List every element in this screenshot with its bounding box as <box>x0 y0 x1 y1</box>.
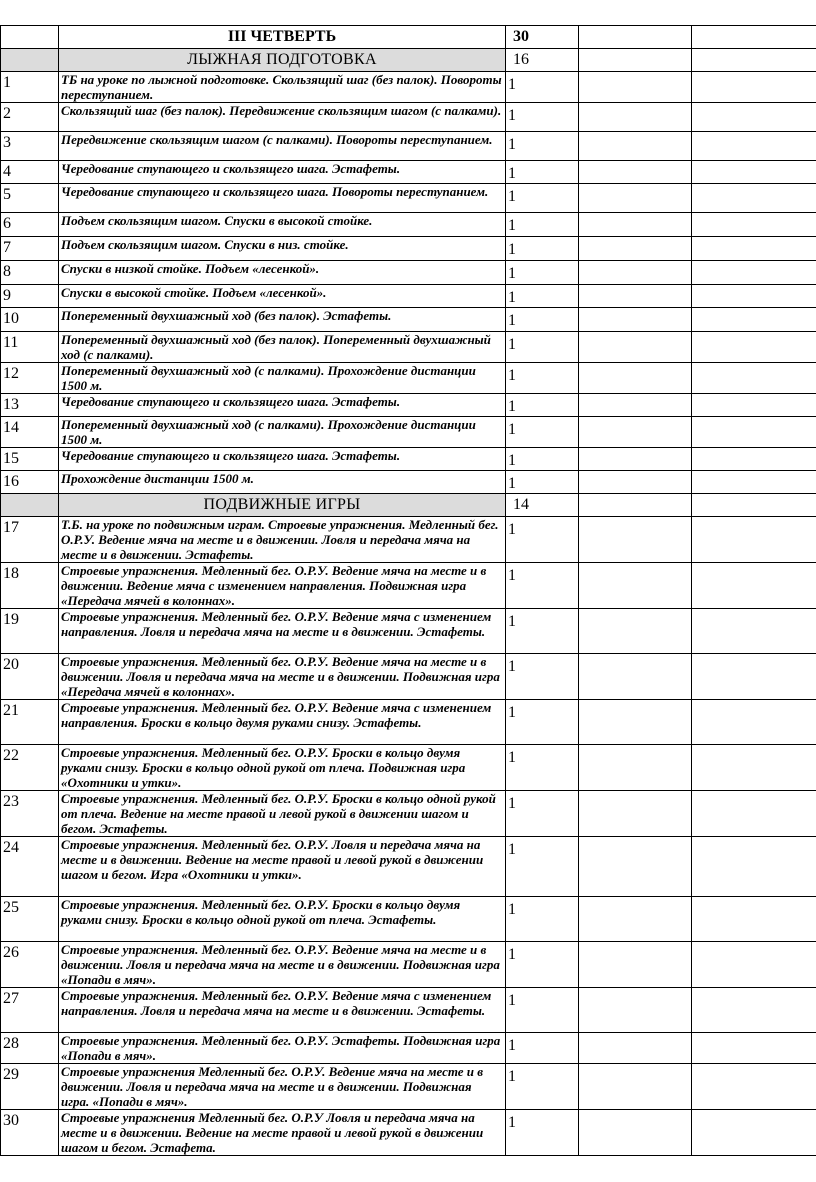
lesson-number-cell <box>1 448 59 471</box>
lesson-row <box>1 1110 816 1156</box>
quarter-header-row <box>1 26 816 49</box>
lesson-number-cell <box>1 103 59 132</box>
lesson-hours: 1 <box>508 658 516 675</box>
lesson-topic: Попеременный двухшажный ход (без палок). Эстафеты. <box>59 308 506 332</box>
lesson-row <box>1 448 816 471</box>
lesson-number-cell <box>1 72 59 103</box>
lesson-hours: 1 <box>508 312 516 329</box>
lesson-topic: Прохождение дистанции 1500 м. <box>59 471 506 494</box>
lesson-hours-cell <box>506 1064 579 1110</box>
empty-cell <box>692 494 816 517</box>
quarter-hours: 30 <box>506 26 579 49</box>
lesson-topic: Строевые упражнения. Медленный бег. О.Р.У. Ведение мяча на месте и в движении. Ведение мяча с изменением направления. Подвижная игра «Передача мячей в колоннах». <box>59 563 506 609</box>
lesson-topic: Подъем скользящим шагом. Спуски в низ. стойке. <box>59 237 506 261</box>
lesson-row <box>1 72 816 103</box>
lesson-hours: 1 <box>508 749 516 766</box>
lesson-hours: 1 <box>508 1114 516 1131</box>
lesson-topic: Строевые упражнения. Медленный бег. О.Р.У. Ведение мяча на месте и в движении. Ловля и передача мяча на месте и в движении. Подвижная игра «Передача мячей в колоннах». <box>59 654 506 700</box>
lesson-row <box>1 837 816 897</box>
lesson-number: 10 <box>3 310 19 327</box>
lesson-topic: Подъем скользящим шагом. Спуски в высокой стойке. <box>59 213 506 237</box>
lesson-hours-cell <box>506 654 579 700</box>
empty-cell <box>692 132 816 161</box>
empty-cell <box>692 988 816 1033</box>
empty-cell <box>579 26 692 49</box>
lesson-number: 23 <box>3 793 19 810</box>
lesson-number-cell <box>1 563 59 609</box>
lesson-hours-cell <box>506 563 579 609</box>
lesson-hours-cell <box>506 517 579 563</box>
lesson-number-cell <box>1 213 59 237</box>
lesson-row <box>1 988 816 1033</box>
lesson-hours-cell <box>506 103 579 132</box>
empty-cell <box>692 609 816 654</box>
lesson-number-cell <box>1 285 59 308</box>
lesson-row <box>1 132 816 161</box>
lesson-number: 22 <box>3 747 19 764</box>
lesson-hours: 1 <box>508 217 516 234</box>
empty-cell <box>692 517 816 563</box>
lesson-number: 14 <box>3 419 19 436</box>
lesson-number: 4 <box>3 163 11 180</box>
lesson-number-cell <box>1 363 59 394</box>
lesson-topic: Строевые упражнения Медленный бег. О.Р.У Ловля и передача мяча на месте и в движении. Ведение на месте правой и левой рукой в движении шагом и бегом. Эстафета. <box>59 1110 506 1156</box>
lesson-topic: Попеременный двухшажный ход (с палками). Прохождение дистанции 1500 м. <box>59 363 506 394</box>
lesson-topic: Попеременный двухшажный ход (с палками). Прохождение дистанции 1500 м. <box>59 417 506 448</box>
lesson-number: 11 <box>3 334 19 351</box>
lesson-number: 19 <box>3 611 19 628</box>
lesson-hours: 1 <box>508 265 516 282</box>
lesson-row <box>1 897 816 942</box>
lesson-number: 2 <box>3 105 11 122</box>
empty-cell <box>692 417 816 448</box>
lesson-hours-cell <box>506 184 579 213</box>
lesson-hours-cell <box>506 609 579 654</box>
lesson-number: 15 <box>3 450 19 467</box>
lesson-hours-cell <box>506 72 579 103</box>
lesson-number: 8 <box>3 263 11 280</box>
lesson-hours-cell <box>506 1033 579 1064</box>
lesson-hours-cell <box>506 837 579 897</box>
lesson-topic: Строевые упражнения. Медленный бег. О.Р.У. Ловля и передача мяча на месте и в движении. Ведение на месте правой и левой рукой в движении шагом и бегом. Игра «Охотники и утки». <box>59 837 506 897</box>
lesson-number-cell <box>1 161 59 184</box>
empty-cell <box>579 654 692 700</box>
empty-cell <box>579 103 692 132</box>
lesson-number: 1 <box>3 74 11 91</box>
lesson-topic: Строевые упражнения. Медленный бег. О.Р.У. Ведение мяча с изменением направления. Ловля и передача мяча на месте и в движении. Эстафеты. <box>59 609 506 654</box>
lesson-number: 7 <box>3 239 11 256</box>
lesson-hours-cell <box>506 988 579 1033</box>
lesson-hours: 1 <box>508 421 516 438</box>
lesson-number-cell <box>1 471 59 494</box>
lesson-number-cell <box>1 1064 59 1110</box>
lesson-hours-cell <box>506 213 579 237</box>
lesson-row <box>1 1033 816 1064</box>
lesson-row <box>1 161 816 184</box>
lesson-number-cell <box>1 942 59 988</box>
empty-cell <box>692 49 816 72</box>
lesson-hours-cell <box>506 285 579 308</box>
lesson-hours-cell <box>506 897 579 942</box>
lesson-hours: 1 <box>508 136 516 153</box>
lesson-number-cell <box>1 132 59 161</box>
lesson-topic: Строевые упражнения. Медленный бег. О.Р.У. Броски в кольцо двумя руками снизу. Броски в кольцо одной рукой от плеча. Подвижная игра «Охотники и утки». <box>59 745 506 791</box>
lesson-number: 16 <box>3 473 19 490</box>
lesson-number-cell <box>1 184 59 213</box>
lesson-row <box>1 261 816 285</box>
empty-cell <box>579 417 692 448</box>
empty-cell <box>692 471 816 494</box>
empty-cell <box>692 837 816 897</box>
lesson-hours: 1 <box>508 188 516 205</box>
lesson-hours-cell <box>506 237 579 261</box>
empty-cell <box>692 184 816 213</box>
empty-cell <box>692 1064 816 1110</box>
lesson-topic: Передвижение скользящим шагом (с палками). Повороты переступанием. <box>59 132 506 161</box>
empty-cell <box>579 132 692 161</box>
lesson-number-cell <box>1 332 59 363</box>
lesson-hours-cell <box>506 261 579 285</box>
lesson-row <box>1 517 816 563</box>
lesson-row <box>1 237 816 261</box>
empty-cell <box>579 471 692 494</box>
lesson-number: 18 <box>3 565 19 582</box>
lesson-row <box>1 213 816 237</box>
empty-cell <box>692 897 816 942</box>
lesson-hours: 1 <box>508 107 516 124</box>
lesson-row <box>1 417 816 448</box>
lesson-hours-cell <box>506 700 579 745</box>
lesson-number: 9 <box>3 287 11 304</box>
empty-cell <box>579 609 692 654</box>
section-title: ПОДВИЖНЫЕ ИГРЫ <box>59 494 506 517</box>
empty-cell <box>579 308 692 332</box>
empty-cell <box>579 72 692 103</box>
lesson-number: 3 <box>3 134 11 151</box>
lesson-number-cell <box>1 654 59 700</box>
lesson-topic: Попеременный двухшажный ход (без палок). Попеременный двухшажный ход (с палками). <box>59 332 506 363</box>
empty-cell <box>579 363 692 394</box>
lesson-topic: Чередование ступающего и скользящего шага. Эстафеты. <box>59 161 506 184</box>
lesson-number: 20 <box>3 656 19 673</box>
empty-cell <box>579 448 692 471</box>
lesson-number-cell <box>1 417 59 448</box>
empty-cell <box>579 494 692 517</box>
lesson-hours: 1 <box>508 1068 516 1085</box>
lesson-topic: Строевые упражнения. Медленный бег. О.Р.У. Броски в кольцо двумя руками снизу. Броски в кольцо одной рукой от плеча. Эстафеты. <box>59 897 506 942</box>
lesson-hours-cell <box>506 471 579 494</box>
empty-cell <box>692 72 816 103</box>
quarter-title: III ЧЕТВЕРТЬ <box>59 26 506 49</box>
empty-cell <box>579 285 692 308</box>
lesson-hours: 1 <box>508 704 516 721</box>
lesson-number-cell <box>1 1110 59 1156</box>
empty-cell <box>579 700 692 745</box>
lesson-number-cell <box>1 237 59 261</box>
lesson-row <box>1 332 816 363</box>
lesson-topic: Чередование ступающего и скользящего шага. Эстафеты. <box>59 394 506 417</box>
lesson-row <box>1 394 816 417</box>
lesson-row <box>1 285 816 308</box>
lesson-hours: 1 <box>508 567 516 584</box>
lesson-number-cell <box>1 700 59 745</box>
lesson-row <box>1 654 816 700</box>
lesson-number: 30 <box>3 1112 19 1129</box>
empty-cell <box>579 837 692 897</box>
section-hours: 16 <box>506 49 579 72</box>
lesson-row <box>1 942 816 988</box>
lesson-hours: 1 <box>508 76 516 93</box>
empty-cell <box>692 213 816 237</box>
lesson-hours-cell <box>506 448 579 471</box>
lesson-topic: Строевые упражнения. Медленный бег. О.Р.У. Броски в кольцо одной рукой от плеча. Ведение на месте правой и левой рукой в движении шагом и бегом. Эстафеты. <box>59 791 506 837</box>
lesson-number: 24 <box>3 839 19 856</box>
lesson-hours-cell <box>506 363 579 394</box>
lesson-hours: 1 <box>508 946 516 963</box>
lesson-row <box>1 700 816 745</box>
lesson-number-cell <box>1 261 59 285</box>
lesson-hours: 1 <box>508 336 516 353</box>
lesson-number-cell <box>1 791 59 837</box>
empty-cell <box>692 745 816 791</box>
lesson-number: 13 <box>3 396 19 413</box>
lesson-row <box>1 563 816 609</box>
section-title: ЛЫЖНАЯ ПОДГОТОВКА <box>59 49 506 72</box>
lesson-hours: 1 <box>508 398 516 415</box>
section-number-cell <box>1 494 59 517</box>
lesson-hours: 1 <box>508 795 516 812</box>
empty-cell <box>692 261 816 285</box>
lesson-hours: 1 <box>508 475 516 492</box>
section-header-row <box>1 49 816 72</box>
lesson-row <box>1 184 816 213</box>
empty-cell <box>579 49 692 72</box>
empty-cell <box>579 213 692 237</box>
lesson-number: 21 <box>3 702 19 719</box>
lesson-number-cell <box>1 308 59 332</box>
lesson-number: 29 <box>3 1066 19 1083</box>
lesson-row <box>1 103 816 132</box>
empty-cell <box>692 363 816 394</box>
lesson-hours: 1 <box>508 992 516 1009</box>
lesson-hours: 1 <box>508 165 516 182</box>
lesson-topic: Чередование ступающего и скользящего шага. Повороты переступанием. <box>59 184 506 213</box>
lesson-number-cell <box>1 609 59 654</box>
empty-cell <box>579 563 692 609</box>
empty-cell <box>579 394 692 417</box>
empty-cell <box>579 237 692 261</box>
lesson-row <box>1 609 816 654</box>
lesson-hours-cell <box>506 308 579 332</box>
lesson-topic: Чередование ступающего и скользящего шага. Эстафеты. <box>59 448 506 471</box>
lesson-number: 5 <box>3 186 11 203</box>
lesson-number-cell <box>1 837 59 897</box>
empty-cell <box>579 988 692 1033</box>
lesson-plan-table <box>0 25 816 1156</box>
empty-cell <box>692 791 816 837</box>
lesson-row <box>1 308 816 332</box>
lesson-hours-cell <box>506 791 579 837</box>
empty-cell <box>579 745 692 791</box>
lesson-number: 25 <box>3 899 19 916</box>
lesson-hours-cell <box>506 1110 579 1156</box>
empty-cell <box>692 700 816 745</box>
empty-cell <box>579 261 692 285</box>
table-body <box>1 26 816 1156</box>
empty-cell <box>579 791 692 837</box>
lesson-topic: Строевые упражнения. Медленный бег. О.Р.У. Ведение мяча с изменением направления. Ловля и передача мяча на месте и в движении. Эстафеты. <box>59 988 506 1033</box>
empty-cell <box>579 897 692 942</box>
lesson-hours-cell <box>506 332 579 363</box>
lesson-hours-cell <box>506 417 579 448</box>
lesson-topic: Строевые упражнения. Медленный бег. О.Р.У. Ведение мяча на месте и в движении. Ловля и передача мяча на месте и в движении. Подвижная игра «Попади в мяч». <box>59 942 506 988</box>
lesson-number: 28 <box>3 1035 19 1052</box>
lesson-hours: 1 <box>508 452 516 469</box>
lesson-topic: Строевые упражнения Медленный бег. О.Р.У. Ведение мяча на месте и в движении. Ловля и передача мяча на месте и в движении. Подвижная игра. «Попади в мяч». <box>59 1064 506 1110</box>
empty-cell <box>579 1110 692 1156</box>
empty-cell <box>692 942 816 988</box>
empty-cell <box>579 332 692 363</box>
empty-cell <box>692 308 816 332</box>
lesson-number-cell <box>1 988 59 1033</box>
lesson-row <box>1 791 816 837</box>
empty-cell <box>692 1033 816 1064</box>
section-number-cell <box>1 49 59 72</box>
lesson-hours: 1 <box>508 289 516 306</box>
empty-cell <box>692 285 816 308</box>
lesson-number: 12 <box>3 365 19 382</box>
lesson-hours: 1 <box>508 841 516 858</box>
lesson-topic: Спуски в высокой стойке. Подъем «лесенкой». <box>59 285 506 308</box>
lesson-number-cell <box>1 517 59 563</box>
lesson-row <box>1 1064 816 1110</box>
lesson-row <box>1 745 816 791</box>
lesson-topic: Строевые упражнения. Медленный бег. О.Р.У. Эстафеты. Подвижная игра «Попади в мяч». <box>59 1033 506 1064</box>
lesson-hours: 1 <box>508 613 516 630</box>
lesson-number: 27 <box>3 990 19 1007</box>
empty-cell <box>692 448 816 471</box>
empty-cell <box>692 1110 816 1156</box>
lesson-topic: Скользящий шаг (без палок). Передвижение скользящим шагом (с палками). <box>59 103 506 132</box>
lesson-hours-cell <box>506 132 579 161</box>
lesson-hours: 1 <box>508 241 516 258</box>
empty-cell <box>692 654 816 700</box>
lesson-row <box>1 471 816 494</box>
lesson-number-cell <box>1 1033 59 1064</box>
empty-cell <box>692 563 816 609</box>
empty-cell <box>692 237 816 261</box>
lesson-number: 6 <box>3 215 11 232</box>
empty-cell <box>692 161 816 184</box>
lesson-row <box>1 363 816 394</box>
lesson-number-cell <box>1 394 59 417</box>
empty-cell <box>579 942 692 988</box>
lesson-number-cell <box>1 897 59 942</box>
lesson-topic: Т.Б. на уроке по подвижным играм. Строевые упражнения. Медленный бег. О.Р.У. Ведение мяча на месте и в движении. Ловля и передача мяча на месте и в движении. Эстафеты. <box>59 517 506 563</box>
empty-cell <box>692 26 816 49</box>
lesson-topic: Строевые упражнения. Медленный бег. О.Р.У. Ведение мяча с изменением направления. Броски в кольцо двумя руками снизу. Эстафеты. <box>59 700 506 745</box>
section-header-row <box>1 494 816 517</box>
quarter-number-cell <box>1 26 59 49</box>
lesson-hours: 1 <box>508 367 516 384</box>
empty-cell <box>579 1064 692 1110</box>
lesson-hours: 1 <box>508 521 516 538</box>
empty-cell <box>579 184 692 213</box>
lesson-topic: Спуски в низкой стойке. Подъем «лесенкой». <box>59 261 506 285</box>
empty-cell <box>692 332 816 363</box>
lesson-number-cell <box>1 745 59 791</box>
lesson-hours-cell <box>506 161 579 184</box>
lesson-number: 26 <box>3 944 19 961</box>
lesson-number: 17 <box>3 519 19 536</box>
empty-cell <box>579 517 692 563</box>
lesson-hours-cell <box>506 394 579 417</box>
lesson-hours-cell <box>506 745 579 791</box>
empty-cell <box>579 161 692 184</box>
empty-cell <box>692 103 816 132</box>
lesson-topic: ТБ на уроке по лыжной подготовке. Скользящий шаг (без палок). Повороты переступанием. <box>59 72 506 103</box>
lesson-hours-cell <box>506 942 579 988</box>
lesson-hours: 1 <box>508 1037 516 1054</box>
empty-cell <box>579 1033 692 1064</box>
lesson-hours: 1 <box>508 901 516 918</box>
section-hours: 14 <box>506 494 579 517</box>
empty-cell <box>692 394 816 417</box>
